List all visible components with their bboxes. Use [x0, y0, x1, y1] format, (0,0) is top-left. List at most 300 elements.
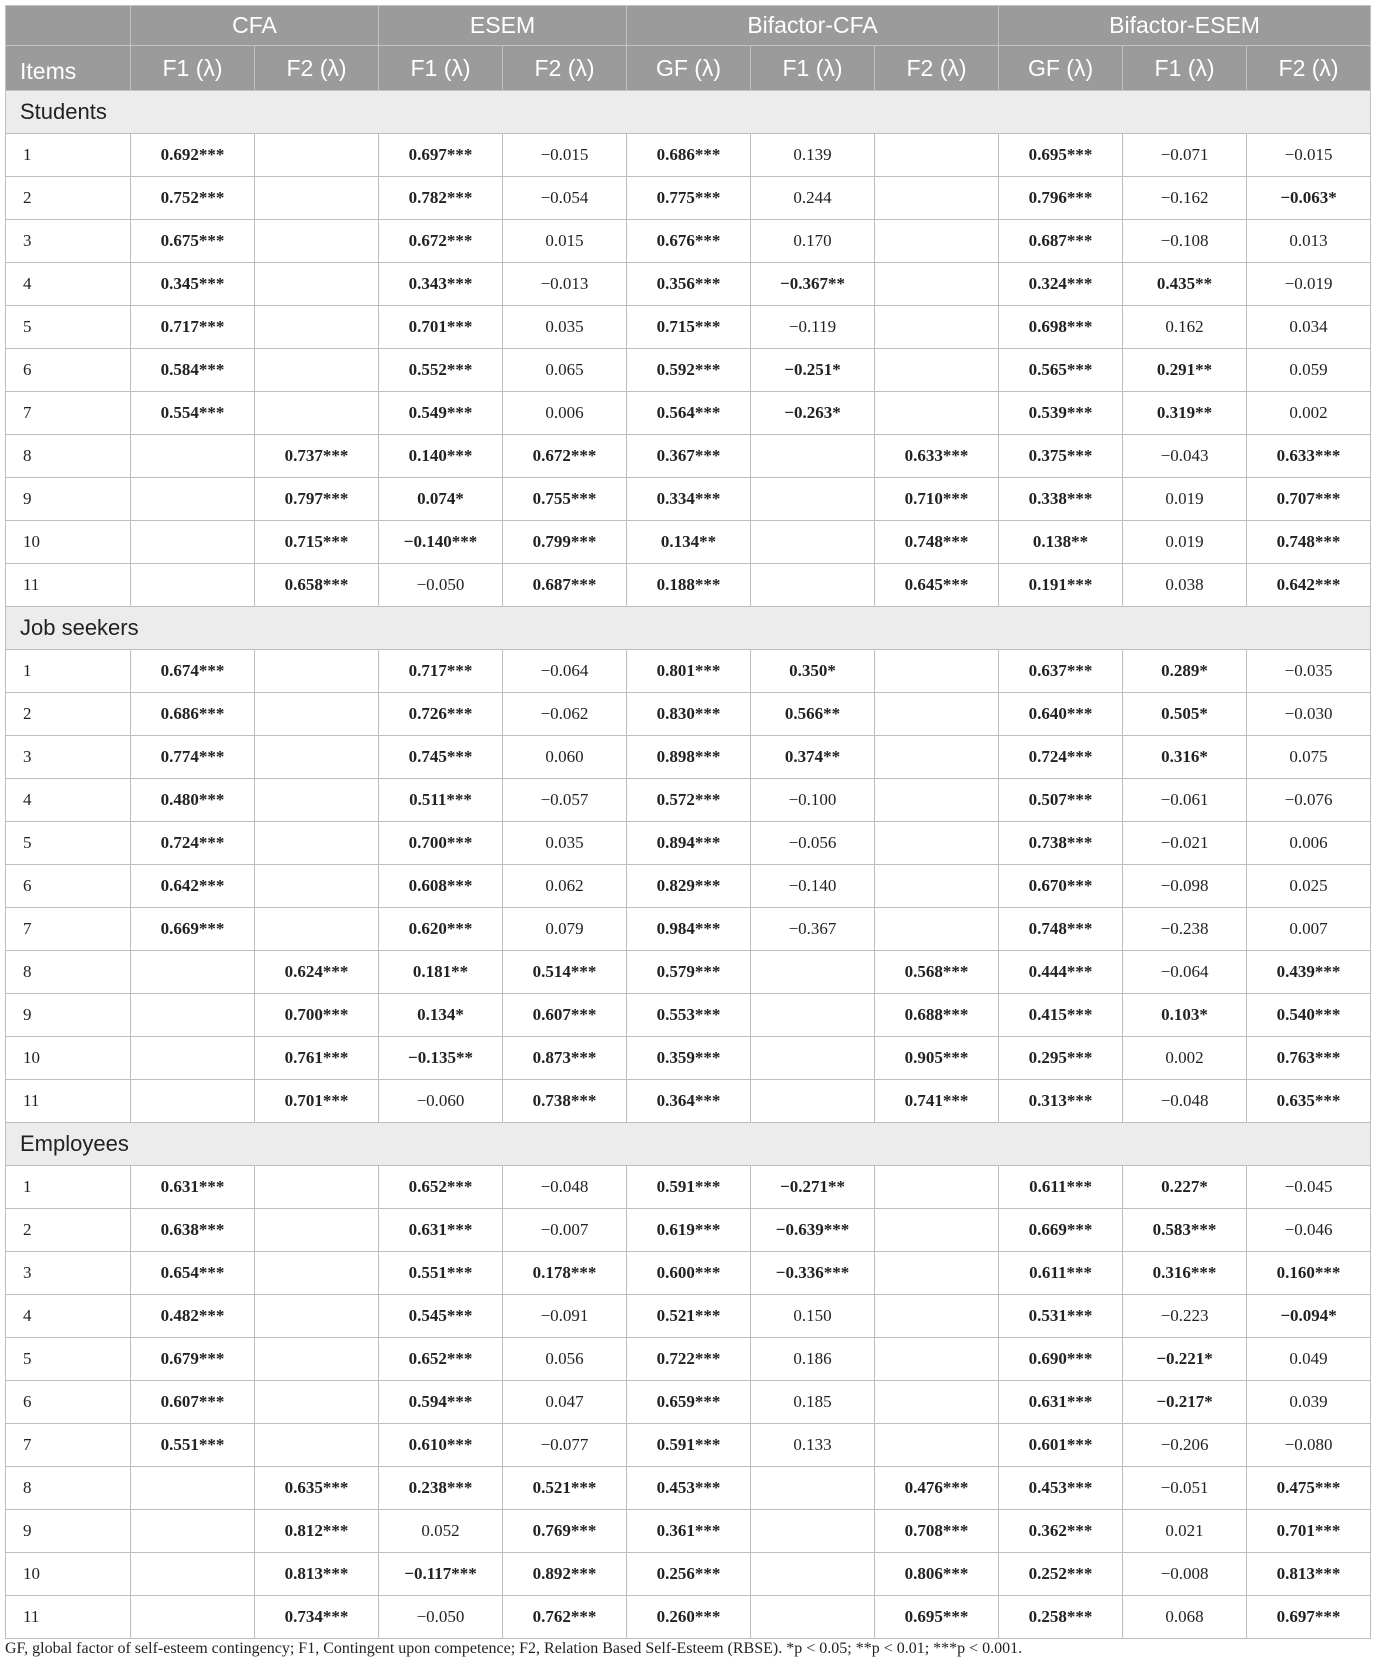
loading-cell: 0.549*** — [379, 392, 503, 435]
loading-cell: 0.511*** — [379, 779, 503, 822]
loading-cell: −0.162 — [1123, 177, 1247, 220]
loading-cell: −0.336*** — [751, 1252, 875, 1295]
loading-cell — [751, 951, 875, 994]
loading-cell: 0.796*** — [999, 177, 1123, 220]
loading-cell: −0.060 — [379, 1080, 503, 1123]
loading-cell — [255, 1209, 379, 1252]
loading-cell: −0.013 — [503, 263, 627, 306]
loading-cell — [131, 521, 255, 564]
loading-cell: 0.726*** — [379, 693, 503, 736]
item-number: 3 — [6, 736, 131, 779]
loading-cell: 0.669*** — [131, 908, 255, 951]
loading-cell: 0.722*** — [627, 1338, 751, 1381]
loading-cell: 0.601*** — [999, 1424, 1123, 1467]
table-row — [6, 1338, 1371, 1381]
loading-cell: 0.439*** — [1247, 951, 1371, 994]
loading-cell: −0.043 — [1123, 435, 1247, 478]
loading-cell: 0.364*** — [627, 1080, 751, 1123]
loading-cell: −0.045 — [1247, 1166, 1371, 1209]
loading-cell — [255, 1381, 379, 1424]
header-sub-cell: F1 (λ) — [131, 46, 255, 91]
loading-cell: 0.652*** — [379, 1166, 503, 1209]
loading-cell: 0.894*** — [627, 822, 751, 865]
section-row — [6, 1123, 1371, 1166]
loading-cell: 0.551*** — [131, 1424, 255, 1467]
loading-cell: 0.056 — [503, 1338, 627, 1381]
loading-cell: 0.356*** — [627, 263, 751, 306]
loading-cell: 0.686*** — [131, 693, 255, 736]
loading-cell: 0.038 — [1123, 564, 1247, 607]
loading-cell: 0.700*** — [379, 822, 503, 865]
loading-cell: 0.453*** — [999, 1467, 1123, 1510]
loading-cell: 0.361*** — [627, 1510, 751, 1553]
loading-cell — [131, 1510, 255, 1553]
loading-cell — [255, 779, 379, 822]
loading-cell: −0.061 — [1123, 779, 1247, 822]
loading-cell: 0.006 — [1247, 822, 1371, 865]
loading-cell — [875, 908, 999, 951]
loading-cell: −0.015 — [1247, 134, 1371, 177]
loading-cell: −0.035 — [1247, 650, 1371, 693]
table-row — [6, 650, 1371, 693]
item-number: 4 — [6, 1295, 131, 1338]
loading-cell: 0.638*** — [131, 1209, 255, 1252]
loading-cell — [255, 263, 379, 306]
loading-cell: 0.591*** — [627, 1166, 751, 1209]
loading-cell — [131, 1080, 255, 1123]
loading-cell: 0.062 — [503, 865, 627, 908]
loading-cell: 0.674*** — [131, 650, 255, 693]
loading-cell: 0.324*** — [999, 263, 1123, 306]
loading-cell — [751, 521, 875, 564]
loading-cell: 0.059 — [1247, 349, 1371, 392]
loading-cell — [875, 822, 999, 865]
loading-cell: 0.813*** — [255, 1553, 379, 1596]
loading-cell: 0.633*** — [1247, 435, 1371, 478]
table-body — [6, 91, 1371, 1639]
loading-cell: −0.271** — [751, 1166, 875, 1209]
loading-cell: 0.021 — [1123, 1510, 1247, 1553]
loading-cell: 0.631*** — [131, 1166, 255, 1209]
loading-cell: 0.035 — [503, 822, 627, 865]
loading-cell: 0.367*** — [627, 435, 751, 478]
table-row — [6, 736, 1371, 779]
item-number: 1 — [6, 1166, 131, 1209]
loading-cell — [255, 306, 379, 349]
loading-cell: 0.619*** — [627, 1209, 751, 1252]
header-items: Items — [6, 46, 131, 91]
loading-cell: 0.745*** — [379, 736, 503, 779]
loading-cell — [255, 736, 379, 779]
loading-cell: 0.700*** — [255, 994, 379, 1037]
table-row — [6, 220, 1371, 263]
table-row — [6, 779, 1371, 822]
loading-cell: 0.611*** — [999, 1166, 1123, 1209]
loading-cell — [131, 435, 255, 478]
loading-cell: 0.162 — [1123, 306, 1247, 349]
loading-cell: 0.659*** — [627, 1381, 751, 1424]
loading-cell: −0.063* — [1247, 177, 1371, 220]
loading-cell: 0.748*** — [875, 521, 999, 564]
loading-cell: 0.019 — [1123, 521, 1247, 564]
loading-cell: −0.135** — [379, 1037, 503, 1080]
loading-cell: 0.774*** — [131, 736, 255, 779]
loading-cell: −0.217* — [1123, 1381, 1247, 1424]
loading-cell — [131, 564, 255, 607]
header-sub-cell: F1 (λ) — [379, 46, 503, 91]
item-number: 6 — [6, 349, 131, 392]
table-row — [6, 521, 1371, 564]
table-row — [6, 177, 1371, 220]
loading-cell: 0.701*** — [379, 306, 503, 349]
loading-cell: 0.607*** — [503, 994, 627, 1037]
loading-cell: 0.715*** — [255, 521, 379, 564]
loading-cell: 0.065 — [503, 349, 627, 392]
loading-cell: 0.531*** — [999, 1295, 1123, 1338]
loading-cell: −0.051 — [1123, 1467, 1247, 1510]
loading-cell — [131, 478, 255, 521]
loading-cell: 0.338*** — [999, 478, 1123, 521]
loading-cell: 0.476*** — [875, 1467, 999, 1510]
loading-cell: 0.697*** — [1247, 1596, 1371, 1639]
loading-cell: 0.415*** — [999, 994, 1123, 1037]
table-row — [6, 908, 1371, 951]
loading-cell: 0.181** — [379, 951, 503, 994]
loading-cell: 0.178*** — [503, 1252, 627, 1295]
loading-cell: 0.291** — [1123, 349, 1247, 392]
loading-cell: −0.030 — [1247, 693, 1371, 736]
table-row — [6, 693, 1371, 736]
loading-cell: 0.049 — [1247, 1338, 1371, 1381]
table-row — [6, 1424, 1371, 1467]
loading-cell — [875, 1295, 999, 1338]
loading-cell: 0.669*** — [999, 1209, 1123, 1252]
table-footnote: GF, global factor of self-esteem contingency; F1, Contingent upon competence; F2, Relation Based Self-Esteem (RBSE). *p < 0.05; **p < 0.01; ***p < 0.001. — [5, 1640, 1023, 1657]
table-row — [6, 1596, 1371, 1639]
loading-cell: 0.801*** — [627, 650, 751, 693]
loading-cell — [255, 650, 379, 693]
loading-cell: 0.707*** — [1247, 478, 1371, 521]
table-row — [6, 1467, 1371, 1510]
loading-cell: −0.050 — [379, 1596, 503, 1639]
item-number: 8 — [6, 951, 131, 994]
loading-cell: 0.670*** — [999, 865, 1123, 908]
item-number: 2 — [6, 177, 131, 220]
loading-cell: −0.367** — [751, 263, 875, 306]
loading-cell: −0.015 — [503, 134, 627, 177]
loading-cell: 0.584*** — [131, 349, 255, 392]
loading-cell — [751, 435, 875, 478]
loading-cell: −0.094* — [1247, 1295, 1371, 1338]
loading-cell: 0.717*** — [379, 650, 503, 693]
loading-cell: 0.514*** — [503, 951, 627, 994]
loading-cell: 0.374** — [751, 736, 875, 779]
loading-cell — [875, 779, 999, 822]
loading-cell — [875, 392, 999, 435]
loading-cell — [255, 865, 379, 908]
loading-cell: −0.108 — [1123, 220, 1247, 263]
loading-cell: −0.046 — [1247, 1209, 1371, 1252]
loading-cell: 0.039 — [1247, 1381, 1371, 1424]
loading-cell: −0.367 — [751, 908, 875, 951]
loading-cell: 0.138** — [999, 521, 1123, 564]
loading-cell: 0.260*** — [627, 1596, 751, 1639]
loading-cell: −0.064 — [1123, 951, 1247, 994]
header-sub-cell: F1 (λ) — [1123, 46, 1247, 91]
loading-cell: 0.238*** — [379, 1467, 503, 1510]
loading-cell: 0.642*** — [131, 865, 255, 908]
loading-cell: −0.119 — [751, 306, 875, 349]
loading-cell — [255, 1252, 379, 1295]
loading-cell: 0.642*** — [1247, 564, 1371, 607]
table-row — [6, 349, 1371, 392]
loading-cell: −0.080 — [1247, 1424, 1371, 1467]
loading-cell — [255, 908, 379, 951]
loading-cell — [875, 865, 999, 908]
loading-cell — [751, 1080, 875, 1123]
loading-cell: 0.295*** — [999, 1037, 1123, 1080]
table-row — [6, 1037, 1371, 1080]
loading-cell: 0.133 — [751, 1424, 875, 1467]
loading-cell: 0.637*** — [999, 650, 1123, 693]
loading-cell: 0.362*** — [999, 1510, 1123, 1553]
loading-cell — [875, 306, 999, 349]
loading-cell: 0.631*** — [379, 1209, 503, 1252]
table-row — [6, 478, 1371, 521]
item-number: 3 — [6, 1252, 131, 1295]
table-row — [6, 1252, 1371, 1295]
loading-cell: 0.244 — [751, 177, 875, 220]
loading-cell: −0.140 — [751, 865, 875, 908]
loading-cell: 0.633*** — [875, 435, 999, 478]
loading-cell: 0.686*** — [627, 134, 751, 177]
loading-cell: −0.098 — [1123, 865, 1247, 908]
item-number: 4 — [6, 779, 131, 822]
loading-cell — [255, 177, 379, 220]
loading-cell — [875, 177, 999, 220]
loading-cell: 0.738*** — [999, 822, 1123, 865]
loading-cell: 0.019 — [1123, 478, 1247, 521]
loading-cell: 0.505* — [1123, 693, 1247, 736]
item-number: 5 — [6, 1338, 131, 1381]
loading-cell: 0.444*** — [999, 951, 1123, 994]
item-number: 5 — [6, 822, 131, 865]
loading-cell: 0.652*** — [379, 1338, 503, 1381]
loading-cell: 0.453*** — [627, 1467, 751, 1510]
loading-cell: 0.316*** — [1123, 1252, 1247, 1295]
loading-cell: 0.170 — [751, 220, 875, 263]
loading-cell — [875, 736, 999, 779]
item-number: 8 — [6, 1467, 131, 1510]
loading-cell — [255, 134, 379, 177]
loading-cell: 0.607*** — [131, 1381, 255, 1424]
loading-cell: 0.227* — [1123, 1166, 1247, 1209]
loading-cell: 0.635*** — [255, 1467, 379, 1510]
loading-cell: −0.140*** — [379, 521, 503, 564]
loading-cell: −0.021 — [1123, 822, 1247, 865]
loading-cell — [875, 220, 999, 263]
loading-cell: 0.551*** — [379, 1252, 503, 1295]
loading-cell: 0.103* — [1123, 994, 1247, 1037]
loading-cell: 0.748*** — [999, 908, 1123, 951]
loading-cell — [751, 1037, 875, 1080]
loading-cell — [875, 650, 999, 693]
loading-cell — [875, 1424, 999, 1467]
loading-cell: 0.640*** — [999, 693, 1123, 736]
loading-cell: 0.289* — [1123, 650, 1247, 693]
loading-cell: −0.117*** — [379, 1553, 503, 1596]
loading-cell: 0.701*** — [255, 1080, 379, 1123]
loading-cell: 0.553*** — [627, 994, 751, 1037]
loading-cell: 0.610*** — [379, 1424, 503, 1467]
loading-cell: −0.206 — [1123, 1424, 1247, 1467]
loading-cell: 0.687*** — [999, 220, 1123, 263]
item-number: 9 — [6, 478, 131, 521]
loading-cell: 0.565*** — [999, 349, 1123, 392]
header-sub-cell: GF (λ) — [999, 46, 1123, 91]
loading-cell: 0.600*** — [627, 1252, 751, 1295]
loading-cell: 0.984*** — [627, 908, 751, 951]
item-number: 6 — [6, 1381, 131, 1424]
loading-cell: 0.806*** — [875, 1553, 999, 1596]
loading-cell: 0.521*** — [503, 1467, 627, 1510]
loading-cell: 0.769*** — [503, 1510, 627, 1553]
item-number: 7 — [6, 1424, 131, 1467]
loading-cell: 0.741*** — [875, 1080, 999, 1123]
loading-cell: 0.074* — [379, 478, 503, 521]
loading-cell: 0.624*** — [255, 951, 379, 994]
item-number: 11 — [6, 1080, 131, 1123]
loading-cell: 0.782*** — [379, 177, 503, 220]
loading-cell: 0.134** — [627, 521, 751, 564]
header-group-row — [6, 6, 1371, 46]
item-number: 9 — [6, 1510, 131, 1553]
table-row — [6, 1080, 1371, 1123]
header-sub-cell: F2 (λ) — [1247, 46, 1371, 91]
item-number: 2 — [6, 693, 131, 736]
loading-cell — [875, 263, 999, 306]
loading-cell: −0.077 — [503, 1424, 627, 1467]
loading-cell — [131, 994, 255, 1037]
loading-cell — [255, 822, 379, 865]
loading-cell: 0.813*** — [1247, 1553, 1371, 1596]
loading-cell — [875, 1252, 999, 1295]
loading-cell: 0.140*** — [379, 435, 503, 478]
header-sub-cell: F2 (λ) — [255, 46, 379, 91]
table-row — [6, 392, 1371, 435]
loading-cell: 0.672*** — [379, 220, 503, 263]
section-label: Employees — [6, 1123, 1371, 1166]
item-number: 5 — [6, 306, 131, 349]
loading-cell: 0.313*** — [999, 1080, 1123, 1123]
loading-cell — [751, 994, 875, 1037]
loading-cell: 0.631*** — [999, 1381, 1123, 1424]
loading-cell: 0.701*** — [1247, 1510, 1371, 1553]
loading-cell: 0.635*** — [1247, 1080, 1371, 1123]
loading-cell: 0.134* — [379, 994, 503, 1037]
item-number: 10 — [6, 521, 131, 564]
table-row — [6, 1166, 1371, 1209]
item-number: 4 — [6, 263, 131, 306]
loading-cell: 0.160*** — [1247, 1252, 1371, 1295]
loading-cell: 0.761*** — [255, 1037, 379, 1080]
item-number: 1 — [6, 134, 131, 177]
loading-cell: 0.256*** — [627, 1553, 751, 1596]
loading-cell: 0.521*** — [627, 1295, 751, 1338]
loading-cell: 0.829*** — [627, 865, 751, 908]
item-number: 7 — [6, 392, 131, 435]
loading-cell: 0.583*** — [1123, 1209, 1247, 1252]
loading-cell: 0.375*** — [999, 435, 1123, 478]
loading-cell: 0.748*** — [1247, 521, 1371, 564]
loading-cell: 0.319** — [1123, 392, 1247, 435]
loading-cell: 0.679*** — [131, 1338, 255, 1381]
item-number: 9 — [6, 994, 131, 1037]
header-sub-cell: F2 (λ) — [875, 46, 999, 91]
table-row — [6, 994, 1371, 1037]
table-header — [6, 6, 1371, 91]
loading-cell: 0.690*** — [999, 1338, 1123, 1381]
loading-cell — [751, 1596, 875, 1639]
loading-cell: 0.698*** — [999, 306, 1123, 349]
loading-cell: −0.008 — [1123, 1553, 1247, 1596]
item-number: 2 — [6, 1209, 131, 1252]
loading-cell: 0.480*** — [131, 779, 255, 822]
item-number: 1 — [6, 650, 131, 693]
loading-cell: 0.572*** — [627, 779, 751, 822]
loading-cell: 0.608*** — [379, 865, 503, 908]
loading-cell — [875, 134, 999, 177]
loading-cell — [131, 1037, 255, 1080]
loading-cell — [255, 349, 379, 392]
header-group-esem: ESEM — [379, 6, 627, 46]
loading-cell — [131, 951, 255, 994]
loading-cell: 0.738*** — [503, 1080, 627, 1123]
loading-cell: 0.717*** — [131, 306, 255, 349]
loading-cell: 0.898*** — [627, 736, 751, 779]
loading-cell: 0.564*** — [627, 392, 751, 435]
loading-cell: 0.316* — [1123, 736, 1247, 779]
loading-cell — [875, 693, 999, 736]
loading-cell: 0.075 — [1247, 736, 1371, 779]
loading-cell: 0.645*** — [875, 564, 999, 607]
factor-loadings-table — [5, 5, 1371, 1639]
loading-cell: 0.687*** — [503, 564, 627, 607]
item-number: 10 — [6, 1037, 131, 1080]
header-sub-row — [6, 46, 1371, 91]
loading-cell — [875, 1166, 999, 1209]
loading-cell — [751, 1510, 875, 1553]
loading-cell: 0.672*** — [503, 435, 627, 478]
loading-cell: 0.052 — [379, 1510, 503, 1553]
loading-cell: 0.252*** — [999, 1553, 1123, 1596]
loading-cell: −0.064 — [503, 650, 627, 693]
loading-cell: −0.057 — [503, 779, 627, 822]
loading-cell: 0.873*** — [503, 1037, 627, 1080]
loading-cell: 0.350* — [751, 650, 875, 693]
loading-cell: 0.755*** — [503, 478, 627, 521]
loading-cell — [751, 1467, 875, 1510]
loading-cell — [255, 392, 379, 435]
loading-cell: 0.015 — [503, 220, 627, 263]
loading-cell: 0.799*** — [503, 521, 627, 564]
loading-cell: 0.724*** — [131, 822, 255, 865]
loading-cell: 0.830*** — [627, 693, 751, 736]
loading-cell: 0.013 — [1247, 220, 1371, 263]
table-row — [6, 822, 1371, 865]
loading-cell: 0.191*** — [999, 564, 1123, 607]
header-sub-cell: F2 (λ) — [503, 46, 627, 91]
